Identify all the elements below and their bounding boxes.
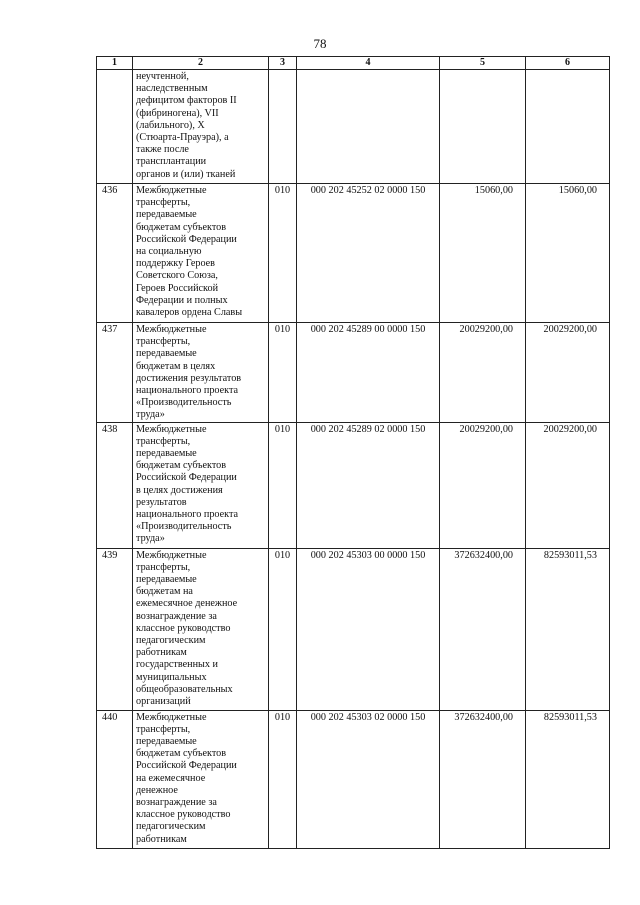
row-code: 010 (269, 710, 297, 848)
row-code: 010 (269, 184, 297, 323)
row-amount-exec: 20029200,00 (526, 323, 610, 423)
row-number: 436 (97, 184, 133, 323)
row-name: Межбюджетные трансферты, передаваемые бюджетам субъектов Российской Федерации на ежемесячное денежное вознаграждение за классное руководство педагогическим работникам (133, 710, 269, 848)
row-kbk: 000 202 45303 00 0000 150 (297, 548, 440, 710)
table-row (97, 184, 610, 323)
row-code: 010 (269, 422, 297, 548)
table-header (97, 57, 610, 70)
row-amount-plan: 372632400,00 (440, 548, 526, 710)
row-name: Межбюджетные трансферты, передаваемые бюджетам субъектов Российской Федерации в целях достижения результатов национального проекта «Производительность труда» (133, 422, 269, 548)
row-kbk: 000 202 45289 00 0000 150 (297, 323, 440, 423)
column-header-4: 4 (297, 57, 440, 70)
row-kbk: 000 202 45252 02 0000 150 (297, 184, 440, 323)
row-amount-exec: 20029200,00 (526, 422, 610, 548)
column-header-1: 1 (97, 57, 133, 70)
row-amount-exec: 82593011,53 (526, 710, 610, 848)
row-amount-exec (526, 70, 610, 184)
row-amount-plan: 20029200,00 (440, 323, 526, 423)
row-kbk (297, 70, 440, 184)
row-code (269, 70, 297, 184)
row-code: 010 (269, 323, 297, 423)
table-body (97, 70, 610, 849)
row-name: Межбюджетные трансферты, передаваемые бюджетам в целях достижения результатов национального проекта «Производительность труда» (133, 323, 269, 423)
row-number: 439 (97, 548, 133, 710)
header-row (97, 57, 610, 70)
table-row (97, 710, 610, 848)
row-code: 010 (269, 548, 297, 710)
row-name: Межбюджетные трансферты, передаваемые бюджетам субъектов Российской Федерации на социальную поддержку Героев Советского Союза, Героев Российской Федерации и полных кавалеров ордена Славы (133, 184, 269, 323)
column-header-6: 6 (526, 57, 610, 70)
table-row (97, 548, 610, 710)
row-name: Межбюджетные трансферты, передаваемые бюджетам на ежемесячное денежное вознаграждение за классное руководство педагогическим работникам государственных и муниципальных общеобразовательных организаций (133, 548, 269, 710)
column-header-5: 5 (440, 57, 526, 70)
row-number: 438 (97, 422, 133, 548)
row-amount-exec: 15060,00 (526, 184, 610, 323)
row-amount-plan: 372632400,00 (440, 710, 526, 848)
page-number: 78 (313, 36, 327, 51)
column-header-3: 3 (269, 57, 297, 70)
row-amount-plan: 15060,00 (440, 184, 526, 323)
row-number (97, 70, 133, 184)
row-amount-exec: 82593011,53 (526, 548, 610, 710)
table-row (97, 422, 610, 548)
row-number: 440 (97, 710, 133, 848)
row-name: неучтенной, наследственным дефицитом факторов II (фибриногена), VII (лабильного), X (Стюарта-Прауэра), а также после трансплантации органов и (или) тканей (133, 70, 269, 184)
row-amount-plan: 20029200,00 (440, 422, 526, 548)
table-row (97, 70, 610, 184)
table-row (97, 323, 610, 423)
row-number: 437 (97, 323, 133, 423)
row-amount-plan (440, 70, 526, 184)
column-header-2: 2 (133, 57, 269, 70)
row-kbk: 000 202 45289 02 0000 150 (297, 422, 440, 548)
budget-table (96, 56, 610, 849)
row-kbk: 000 202 45303 02 0000 150 (297, 710, 440, 848)
